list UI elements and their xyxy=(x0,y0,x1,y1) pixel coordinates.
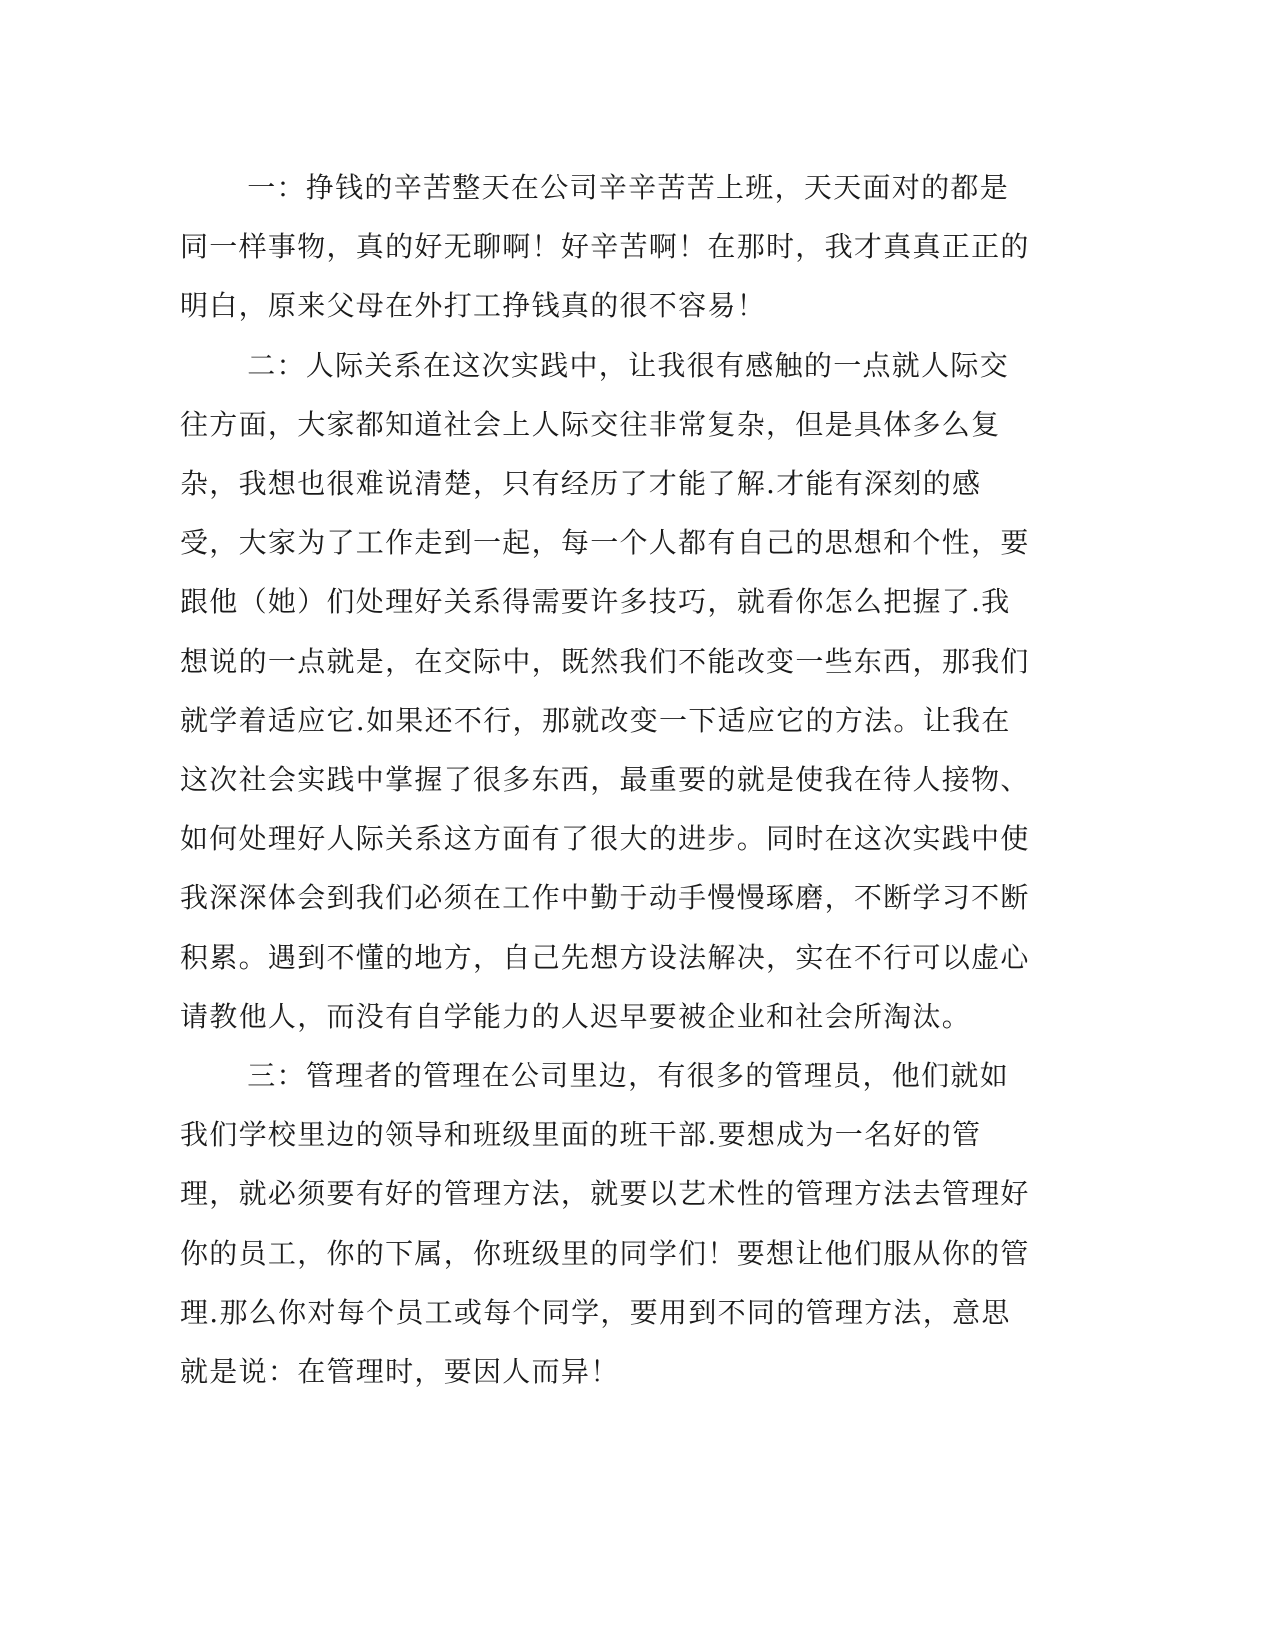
paragraph-line: 的下属，你班级里的同学们！要想让他们服从你的管理.那么你对每个 xyxy=(180,1236,1030,1329)
paragraph-line: 很大的进步。同时在这次实践中使我深深体会到我们必须在工作中勤 xyxy=(180,822,1030,915)
paragraph-line: 要有好的管理方法，就要以艺术性的管理方法去管理好你的员工，你 xyxy=(180,1177,1030,1270)
paragraph-line: 好关系得需要许多技巧，就看你怎么把握了.我想说的一点就是，在交 xyxy=(180,585,1011,678)
paragraph-line: 设法解决，实在不行可以虚心请教他人，而没有自学能力的人迟早要 xyxy=(180,940,1030,1033)
paragraph-earning-hardship xyxy=(180,158,1030,336)
paragraph-line: 学校里边的领导和班级里面的班干部.要想成为一名好的管理，就必须 xyxy=(180,1118,982,1211)
document-body xyxy=(180,158,1030,1401)
paragraph-line: 面，大家都知道社会上人际交往非常复杂，但是具体多么复杂，我想 xyxy=(180,407,1001,501)
paragraph-line: 样事物，真的好无聊啊！好辛苦啊！在那时，我才真真正正的明白， xyxy=(180,230,1030,323)
paragraph-line: 被企业和社会所淘汰。 xyxy=(678,999,972,1033)
paragraph-line: 际中，既然我们不能改变一些东西，那我们就学着适应它.如果还不行 xyxy=(180,644,1030,737)
paragraph-line: 原来父母在外打工挣钱真的很不容易！ xyxy=(267,289,767,323)
paragraph-line: 二：人际关系在这次实践中，让我很有感触的一点就人际交往方 xyxy=(180,348,1009,441)
paragraph-interpersonal-relations xyxy=(180,336,1030,1046)
paragraph-line: 员工或每个同学，要用到不同的管理方法，意思就是说：在管理时， xyxy=(180,1295,1011,1389)
paragraph-management xyxy=(180,1046,1030,1401)
paragraph-line: ，那就改变一下适应它的方法。让我在这次社会实践中掌握了很多东 xyxy=(180,703,1011,797)
paragraph-line: 也很难说清楚，只有经历了才能了解.才能有深刻的感受，大家为了工 xyxy=(180,467,982,560)
paragraph-line: 三：管理者的管理在公司里边，有很多的管理员，他们就如我们 xyxy=(180,1059,1009,1152)
paragraph-line: 西，最重要的就是使我在待人接物、如何处理好人际关系这方面有了 xyxy=(180,763,1030,856)
paragraph-line: 要因人而异！ xyxy=(443,1355,620,1389)
paragraph-line: 一：挣钱的辛苦整天在公司辛辛苦苦上班，天天面对的都是同一 xyxy=(180,171,1009,264)
paragraph-line: 作走到一起，每一个人都有自己的思想和个性，要跟他（她）们处理 xyxy=(180,526,1030,619)
paragraph-line: 于动手慢慢琢磨，不断学习不断积累。遇到不懂的地方，自己先想方 xyxy=(180,881,1030,974)
